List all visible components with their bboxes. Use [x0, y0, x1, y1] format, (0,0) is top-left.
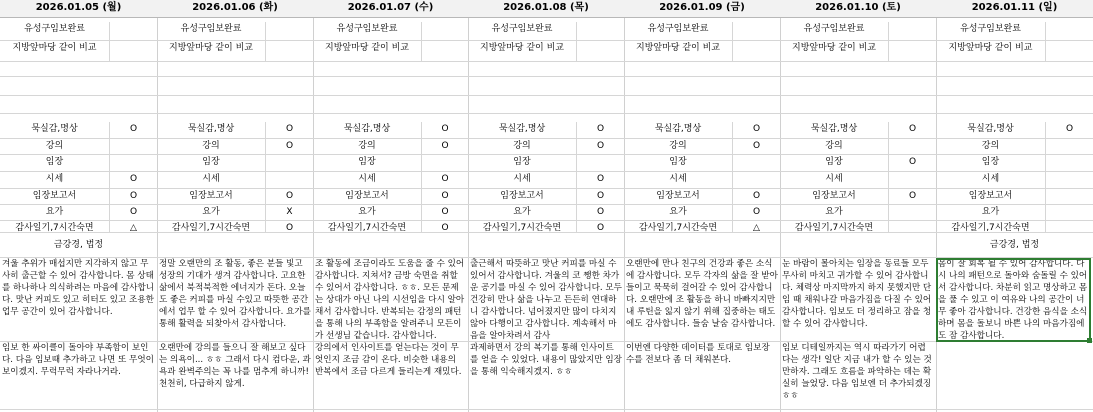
day-header[interactable]: 2026.01.07 (수): [313, 0, 468, 18]
activity-check[interactable]: [266, 155, 313, 172]
activity-label[interactable]: 묵실감,명상: [468, 122, 577, 139]
activity-label[interactable]: 강의: [936, 139, 1046, 155]
day-header[interactable]: 2026.01.09 (금): [624, 0, 780, 18]
activity-check[interactable]: [1046, 172, 1093, 189]
activity-label[interactable]: 감사일기,7시간숙면: [157, 221, 266, 233]
gratitude-note[interactable]: 몸이 잘 회복 될 수 있어 감사합니다. 다시 나의 패턴으로 돌아와 숨돌릴 수 있어서 감사합니다. 차분히 읽고 명상하고 몸을 풀 수 있고 이 여유와 나의 공간이 너무 좋아 감사합니다. 건강한 음식을 소식하며 몸을 돌보니 바쁜 나의 마음가짐에도 잠 감사합니다.: [936, 258, 1093, 342]
goal-cell[interactable]: 지방앞마당 같이 비교: [936, 41, 1046, 62]
activity-check[interactable]: O: [110, 189, 157, 205]
activity-label[interactable]: 감사일기,7시간숙면: [624, 221, 733, 233]
activity-check[interactable]: [889, 205, 936, 221]
activity-label[interactable]: 강의: [157, 139, 266, 155]
gratitude-note[interactable]: 출근해서 따뜻하고 맛난 커피를 마실 수 있어서 감사합니다. 겨울의 코 쨍한 차가운 공기를 마실 수 있어 감사합니다. 모두 건강히 만나 삶을 나누고 든든히 연대하니 감사합니다. 넘어졌지만 많이 다치지 않아 다행이고 감사합니다. 계속해서 마음을 알아차려서 감사: [468, 258, 624, 342]
activity-label[interactable]: 묵실감,명상: [780, 122, 889, 139]
activity-check[interactable]: O: [266, 122, 313, 139]
empty-row[interactable]: [780, 58, 936, 77]
goal-cell[interactable]: 지방앞마당 같이 비교: [313, 41, 422, 62]
empty-row[interactable]: [936, 77, 1093, 96]
reading-label[interactable]: [468, 232, 624, 258]
activity-label[interactable]: 감사일기,7시간숙면: [936, 221, 1046, 233]
empty-row[interactable]: [313, 96, 468, 114]
activity-label[interactable]: 강의: [313, 139, 422, 155]
activity-check[interactable]: [733, 172, 780, 189]
activity-label[interactable]: 강의: [780, 139, 889, 155]
activity-label[interactable]: 임장보고서: [0, 189, 110, 205]
activity-label[interactable]: 시세: [936, 172, 1046, 189]
goal-cell[interactable]: 지방앞마당 같이 비교: [624, 41, 733, 62]
goal-cell[interactable]: 유성구임보완료: [624, 22, 733, 41]
activity-label[interactable]: 묵실감,명상: [624, 122, 733, 139]
activity-check[interactable]: O: [733, 139, 780, 155]
reflection-note[interactable]: 과제하면서 강의 복기를 통해 인사이트를 얻을 수 있었다. 내용이 많았지만 임장을 통해 익숙해지겠지. ㅎㅎ: [468, 342, 624, 410]
empty-row[interactable]: [313, 58, 468, 77]
activity-label[interactable]: 감사일기,7시간숙면: [780, 221, 889, 233]
activity-label[interactable]: 임장보고서: [157, 189, 266, 205]
activity-check[interactable]: O: [422, 221, 468, 233]
activity-check[interactable]: O: [110, 122, 157, 139]
activity-label[interactable]: 감사일기,7시간숙면: [468, 221, 577, 233]
goal-cell[interactable]: 지방앞마당 같이 비교: [780, 41, 889, 62]
activity-check[interactable]: [422, 155, 468, 172]
day-header[interactable]: 2026.01.08 (목): [468, 0, 624, 18]
activity-label[interactable]: 임장보고서: [780, 189, 889, 205]
reflection-note[interactable]: 오랜만에 강의를 들으니 잘 해보고 싶다는 의욕이... ㅎㅎ 그래서 다시 컴다운, 과욕과 완벽주의는 꼭 나를 멈추게 하니까! 천천히, 다급하지 않게.: [157, 342, 313, 410]
activity-label[interactable]: 임장보고서: [313, 189, 422, 205]
empty-row[interactable]: [0, 58, 157, 77]
gratitude-note[interactable]: 조 활동에 조금이라도 도움을 줄 수 있어 감사합니다. 지쳐서? 금방 숙면을 취할 수 있어서 감사합니다. ㅎㅎ. 모든 문제는 상대가 아닌 나의 시선임을 다시 알아채서 감사합니다. 반복되는 감정의 패턴을 통해 나의 부족함을 알려주니 모든이가 선생님 같습니다. 감사합니다.: [313, 258, 468, 342]
activity-check[interactable]: O: [266, 139, 313, 155]
activity-label[interactable]: 임장: [624, 155, 733, 172]
goal-cell[interactable]: 유성구임보완료: [468, 22, 577, 41]
goal-check[interactable]: [577, 22, 624, 41]
empty-row[interactable]: [313, 77, 468, 96]
goal-check[interactable]: [110, 22, 157, 41]
activity-label[interactable]: 임장보고서: [468, 189, 577, 205]
goal-cell[interactable]: 지방앞마당 같이 비교: [0, 41, 110, 62]
activity-check[interactable]: O: [266, 189, 313, 205]
empty-row[interactable]: [157, 96, 313, 114]
reading-label[interactable]: 금강경, 법정: [0, 232, 157, 258]
activity-label[interactable]: 요가: [313, 205, 422, 221]
empty-row[interactable]: [936, 96, 1093, 114]
activity-label[interactable]: 임장: [157, 155, 266, 172]
reflection-note[interactable]: [936, 342, 1093, 410]
gratitude-note[interactable]: 겨울 추위가 매섭지만 지각하지 않고 무사히 출근할 수 있어 감사합니다. 몸 상태를 하나하나 의식하려는 마음에 감사합니다. 맛난 커피도 있고 히터도 있고 조용한 업무 공간이 있어 감사합니다.: [0, 258, 157, 342]
empty-row[interactable]: [936, 58, 1093, 77]
activity-check[interactable]: O: [422, 189, 468, 205]
gratitude-note[interactable]: 정말 오랜만의 조 활동, 좋은 분들 빛고 성장의 기대가 생겨 감사합니다. 고요한 삶에서 북적북적한 에너지가 돈다. 오늘도 좋은 커피를 마실 수있고 따뜻한 공간에서 업무 할 수 있어 감사합니다. 요가를 통해 활력을 되찾아서 감사합니다.: [157, 258, 313, 342]
reading-label[interactable]: [624, 232, 780, 258]
activity-check[interactable]: [733, 155, 780, 172]
goal-check[interactable]: [1046, 22, 1093, 41]
empty-row[interactable]: [0, 77, 157, 96]
activity-label[interactable]: 감사일기,7시간숙면: [313, 221, 422, 233]
activity-label[interactable]: 묵실감,명상: [157, 122, 266, 139]
goal-cell[interactable]: 지방앞마당 같이 비교: [468, 41, 577, 62]
activity-label[interactable]: 요가: [936, 205, 1046, 221]
activity-check[interactable]: O: [422, 139, 468, 155]
activity-label[interactable]: 요가: [157, 205, 266, 221]
activity-check[interactable]: O: [422, 122, 468, 139]
activity-check[interactable]: O: [733, 122, 780, 139]
activity-label[interactable]: 요가: [624, 205, 733, 221]
activity-label[interactable]: 시세: [0, 172, 110, 189]
activity-check[interactable]: [1046, 155, 1093, 172]
activity-check[interactable]: X: [266, 205, 313, 221]
activity-label[interactable]: 묵실감,명상: [313, 122, 422, 139]
activity-check[interactable]: O: [577, 205, 624, 221]
goal-cell[interactable]: 유성구임보완료: [936, 22, 1046, 41]
goal-cell[interactable]: 유성구임보완료: [313, 22, 422, 41]
empty-row[interactable]: [780, 77, 936, 96]
activity-label[interactable]: 묵실감,명상: [936, 122, 1046, 139]
activity-check[interactable]: [1046, 139, 1093, 155]
reflection-note[interactable]: 임보 디테일까지는 역시 따라가기 어렵다는 생각! 일단 지금 내가 할 수 있는 것 만하자. 그래도 흐름을 파악하는 데는 확실히 늘었당. 다음 임보엔 더 추가되겠징 ㅎㅎ: [780, 342, 936, 410]
activity-check[interactable]: O: [889, 155, 936, 172]
activity-check[interactable]: O: [889, 189, 936, 205]
activity-label[interactable]: 임장: [780, 155, 889, 172]
goal-check[interactable]: [422, 22, 468, 41]
activity-label[interactable]: 시세: [313, 172, 422, 189]
gratitude-note[interactable]: 오랜만에 만나 친구의 건강과 좋은 소식에 감사합니다. 모두 각자의 삶을 잘 받아들이고 묵묵히 걸어갈 수 있어 감사합니다. 오랜만에 조 활동을 하니 바빠지지만 내 루틴을 잃지 않기 위해 집중하는 태도에도 감사합니다. 들숨 날숨 감사합니다.: [624, 258, 780, 342]
goal-check[interactable]: [889, 22, 936, 41]
reflection-note[interactable]: 임보 한 싸이클이 돌아야 부족함이 보인다. 다음 임보때 추가하고 나면 또 무엇이 보이겠지. 무럭무럭 자라나거라.: [0, 342, 157, 410]
activity-check[interactable]: [110, 155, 157, 172]
day-header[interactable]: 2026.01.11 (일): [936, 0, 1093, 18]
activity-label[interactable]: 묵실감,명상: [0, 122, 110, 139]
gratitude-note[interactable]: 눈 바람이 몰아치는 임장을 동료들 모두 무사히 마치고 귀가할 수 있어 감사합니다. 체력상 마지막까지 하지 못했지만 단임 때 채워나갈 마음가짐을 다질 수 있어 감사합니다. 임보도 더 정리하고 잠을 청할 수 있어 감사합니다.: [780, 258, 936, 342]
activity-check[interactable]: [110, 139, 157, 155]
activity-check[interactable]: O: [733, 189, 780, 205]
empty-row[interactable]: [468, 58, 624, 77]
activity-check[interactable]: △: [733, 221, 780, 233]
activity-label[interactable]: 임장: [468, 155, 577, 172]
reading-label[interactable]: [157, 232, 313, 258]
empty-row[interactable]: [157, 58, 313, 77]
goal-check[interactable]: [733, 22, 780, 41]
empty-row[interactable]: [0, 96, 157, 114]
activity-label[interactable]: 요가: [0, 205, 110, 221]
goal-cell[interactable]: 지방앞마당 같이 비교: [157, 41, 266, 62]
reflection-note[interactable]: 강의에서 인사이트를 얻는다는 것이 무엇인지 조금 감이 온다. 비슷한 내용의 반복에서 조금 다르게 들리는게 재밌다.: [313, 342, 468, 410]
empty-row[interactable]: [157, 77, 313, 96]
activity-label[interactable]: 임장보고서: [936, 189, 1046, 205]
activity-check[interactable]: [889, 172, 936, 189]
empty-row[interactable]: [468, 77, 624, 96]
reading-label[interactable]: 금강경, 법정: [936, 232, 1093, 258]
activity-check[interactable]: [1046, 205, 1093, 221]
activity-label[interactable]: 강의: [0, 139, 110, 155]
empty-row[interactable]: [780, 96, 936, 114]
day-header[interactable]: 2026.01.10 (토): [780, 0, 936, 18]
reflection-note[interactable]: 이번엔 다양한 데이터를 토대로 임보장수를 전보다 좀 더 채워본다.: [624, 342, 780, 410]
empty-row[interactable]: [468, 96, 624, 114]
activity-check[interactable]: [266, 172, 313, 189]
activity-check[interactable]: O: [110, 205, 157, 221]
reading-label[interactable]: [780, 232, 936, 258]
reading-label[interactable]: [313, 232, 468, 258]
activity-check[interactable]: O: [422, 172, 468, 189]
activity-check[interactable]: O: [422, 205, 468, 221]
activity-label[interactable]: 강의: [624, 139, 733, 155]
activity-label[interactable]: 임장: [0, 155, 110, 172]
selection-fill-handle[interactable]: [1087, 338, 1092, 343]
activity-check[interactable]: [1046, 189, 1093, 205]
activity-label[interactable]: 시세: [624, 172, 733, 189]
goal-check[interactable]: [266, 22, 313, 41]
empty-row[interactable]: [624, 77, 780, 96]
activity-check[interactable]: O: [110, 172, 157, 189]
activity-label[interactable]: 요가: [468, 205, 577, 221]
activity-label[interactable]: 시세: [468, 172, 577, 189]
goal-cell[interactable]: 유성구임보완료: [157, 22, 266, 41]
activity-label[interactable]: 요가: [780, 205, 889, 221]
activity-label[interactable]: 임장보고서: [624, 189, 733, 205]
activity-check[interactable]: O: [577, 221, 624, 233]
activity-label[interactable]: 시세: [780, 172, 889, 189]
activity-check[interactable]: [889, 139, 936, 155]
activity-check[interactable]: [577, 155, 624, 172]
empty-row[interactable]: [624, 58, 780, 77]
day-header[interactable]: 2026.01.05 (월): [0, 0, 157, 18]
activity-check[interactable]: O: [266, 221, 313, 233]
activity-check[interactable]: O: [889, 122, 936, 139]
activity-check[interactable]: O: [1046, 122, 1093, 139]
activity-label[interactable]: 강의: [468, 139, 577, 155]
goal-cell[interactable]: 유성구임보완료: [0, 22, 110, 41]
activity-check[interactable]: O: [577, 122, 624, 139]
activity-label[interactable]: 임장: [313, 155, 422, 172]
activity-check[interactable]: O: [577, 189, 624, 205]
day-header[interactable]: 2026.01.06 (화): [157, 0, 313, 18]
activity-label[interactable]: 감사일기,7시간숙면: [0, 221, 110, 233]
activity-check[interactable]: O: [577, 139, 624, 155]
activity-label[interactable]: 시세: [157, 172, 266, 189]
goal-cell[interactable]: 유성구임보완료: [780, 22, 889, 41]
empty-row[interactable]: [624, 96, 780, 114]
activity-check[interactable]: O: [733, 205, 780, 221]
activity-check[interactable]: △: [110, 221, 157, 233]
activity-label[interactable]: 임장: [936, 155, 1046, 172]
activity-check[interactable]: O: [577, 172, 624, 189]
